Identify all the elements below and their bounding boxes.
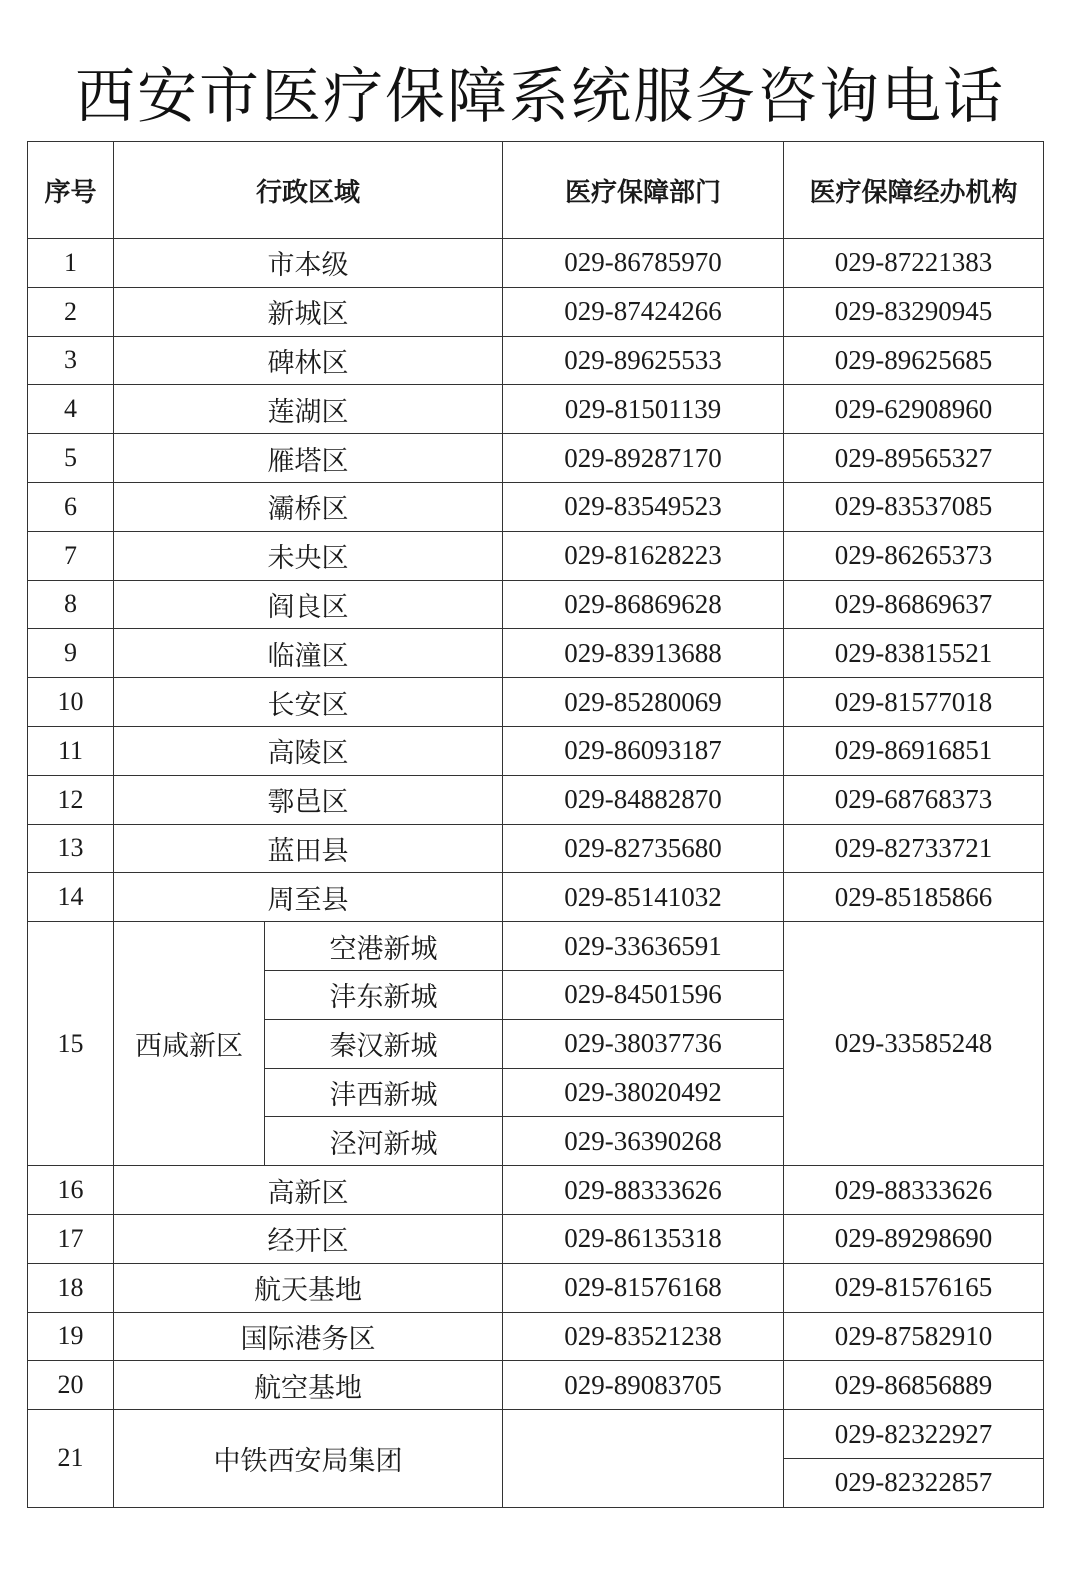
table-row [28, 434, 1044, 483]
department-phone: 029-86785970 [503, 239, 784, 288]
department-phone: 029-89083705 [503, 1361, 784, 1410]
region-name: 碑林区 [114, 336, 503, 385]
region-name: 航天基地 [114, 1263, 503, 1312]
row-index: 10 [28, 678, 114, 727]
department-phone: 029-86869628 [503, 580, 784, 629]
region-name: 周至县 [114, 873, 503, 922]
region-name: 新城区 [114, 287, 503, 336]
region-name: 高新区 [114, 1166, 503, 1215]
agency-phone: 029-86916851 [784, 726, 1044, 775]
header-department: 医疗保障部门 [503, 142, 784, 239]
table-row [28, 531, 1044, 580]
region-name: 灞桥区 [114, 482, 503, 531]
table-row [28, 726, 1044, 775]
row-index: 5 [28, 434, 114, 483]
region-name: 西咸新区 [114, 922, 265, 1166]
department-phone: 029-81628223 [503, 531, 784, 580]
header-agency: 医疗保障经办机构 [784, 142, 1044, 239]
department-phone: 029-33636591 [503, 922, 784, 971]
department-phone: 029-89287170 [503, 434, 784, 483]
header-index: 序号 [28, 142, 114, 239]
region-name: 临潼区 [114, 629, 503, 678]
table-row [28, 629, 1044, 678]
row-index: 7 [28, 531, 114, 580]
row-index: 1 [28, 239, 114, 288]
row-index: 11 [28, 726, 114, 775]
row-index: 14 [28, 873, 114, 922]
region-name: 未央区 [114, 531, 503, 580]
sub-region-name: 泾河新城 [265, 1117, 503, 1166]
phone-table [27, 141, 1044, 1508]
sub-region-name: 沣西新城 [265, 1068, 503, 1117]
table-row [28, 873, 1044, 922]
header-row [28, 142, 1044, 239]
region-name: 蓝田县 [114, 824, 503, 873]
agency-phone: 029-82733721 [784, 824, 1044, 873]
department-phone: 029-86135318 [503, 1214, 784, 1263]
region-name: 中铁西安局集团 [114, 1410, 503, 1508]
row-index: 13 [28, 824, 114, 873]
region-name: 高陵区 [114, 726, 503, 775]
department-phone: 029-88333626 [503, 1166, 784, 1215]
agency-phone: 029-82322927 [784, 1410, 1044, 1459]
table-row [28, 482, 1044, 531]
agency-phone: 029-83537085 [784, 482, 1044, 531]
department-phone: 029-86093187 [503, 726, 784, 775]
table-row [28, 1312, 1044, 1361]
department-phone: 029-38020492 [503, 1068, 784, 1117]
agency-phone: 029-81577018 [784, 678, 1044, 727]
department-phone-empty [503, 1410, 784, 1508]
row-index: 3 [28, 336, 114, 385]
agency-phone: 029-85185866 [784, 873, 1044, 922]
region-name: 航空基地 [114, 1361, 503, 1410]
header-region: 行政区域 [114, 142, 503, 239]
agency-phone: 029-62908960 [784, 385, 1044, 434]
department-phone: 029-83549523 [503, 482, 784, 531]
table-row [28, 1263, 1044, 1312]
agency-phone: 029-83290945 [784, 287, 1044, 336]
department-phone: 029-87424266 [503, 287, 784, 336]
sub-region-name: 沣东新城 [265, 970, 503, 1019]
row-index: 18 [28, 1263, 114, 1312]
row-index: 17 [28, 1214, 114, 1263]
table-row [28, 922, 1044, 971]
agency-phone: 029-87582910 [784, 1312, 1044, 1361]
row-index: 6 [28, 482, 114, 531]
region-name: 长安区 [114, 678, 503, 727]
table-row [28, 239, 1044, 288]
table-row [28, 336, 1044, 385]
region-name: 经开区 [114, 1214, 503, 1263]
region-name: 市本级 [114, 239, 503, 288]
agency-phone: 029-89565327 [784, 434, 1044, 483]
row-index: 2 [28, 287, 114, 336]
department-phone: 029-36390268 [503, 1117, 784, 1166]
row-index: 4 [28, 385, 114, 434]
department-phone: 029-81501139 [503, 385, 784, 434]
agency-phone: 029-86856889 [784, 1361, 1044, 1410]
department-phone: 029-81576168 [503, 1263, 784, 1312]
row-index: 15 [28, 922, 114, 1166]
table-row [28, 385, 1044, 434]
department-phone: 029-38037736 [503, 1019, 784, 1068]
table-row [28, 1361, 1044, 1410]
department-phone: 029-83913688 [503, 629, 784, 678]
row-index: 9 [28, 629, 114, 678]
department-phone: 029-82735680 [503, 824, 784, 873]
row-index: 20 [28, 1361, 114, 1410]
agency-phone: 029-68768373 [784, 775, 1044, 824]
agency-phone: 029-82322857 [784, 1458, 1044, 1507]
region-name: 国际港务区 [114, 1312, 503, 1361]
department-phone: 029-83521238 [503, 1312, 784, 1361]
department-phone: 029-84501596 [503, 970, 784, 1019]
table-row [28, 775, 1044, 824]
row-index: 16 [28, 1166, 114, 1215]
sub-region-name: 秦汉新城 [265, 1019, 503, 1068]
department-phone: 029-85280069 [503, 678, 784, 727]
page-title: 西安市医疗保障系统服务咨询电话 [75, 62, 1005, 132]
department-phone: 029-85141032 [503, 873, 784, 922]
region-name: 雁塔区 [114, 434, 503, 483]
region-name: 鄠邑区 [114, 775, 503, 824]
agency-phone: 029-33585248 [784, 922, 1044, 1166]
agency-phone: 029-89298690 [784, 1214, 1044, 1263]
department-phone: 029-89625533 [503, 336, 784, 385]
table-row [28, 824, 1044, 873]
agency-phone: 029-87221383 [784, 239, 1044, 288]
region-name: 莲湖区 [114, 385, 503, 434]
row-index: 12 [28, 775, 114, 824]
department-phone: 029-84882870 [503, 775, 784, 824]
agency-phone: 029-89625685 [784, 336, 1044, 385]
table-row [28, 678, 1044, 727]
table-row [28, 1214, 1044, 1263]
table-row [28, 1166, 1044, 1215]
row-index: 8 [28, 580, 114, 629]
table-row [28, 287, 1044, 336]
agency-phone: 029-88333626 [784, 1166, 1044, 1215]
table-row [28, 580, 1044, 629]
table-row [28, 1410, 1044, 1459]
row-index: 19 [28, 1312, 114, 1361]
row-index: 21 [28, 1410, 114, 1508]
region-name: 阎良区 [114, 580, 503, 629]
agency-phone: 029-83815521 [784, 629, 1044, 678]
sub-region-name: 空港新城 [265, 922, 503, 971]
agency-phone: 029-86869637 [784, 580, 1044, 629]
agency-phone: 029-86265373 [784, 531, 1044, 580]
agency-phone: 029-81576165 [784, 1263, 1044, 1312]
